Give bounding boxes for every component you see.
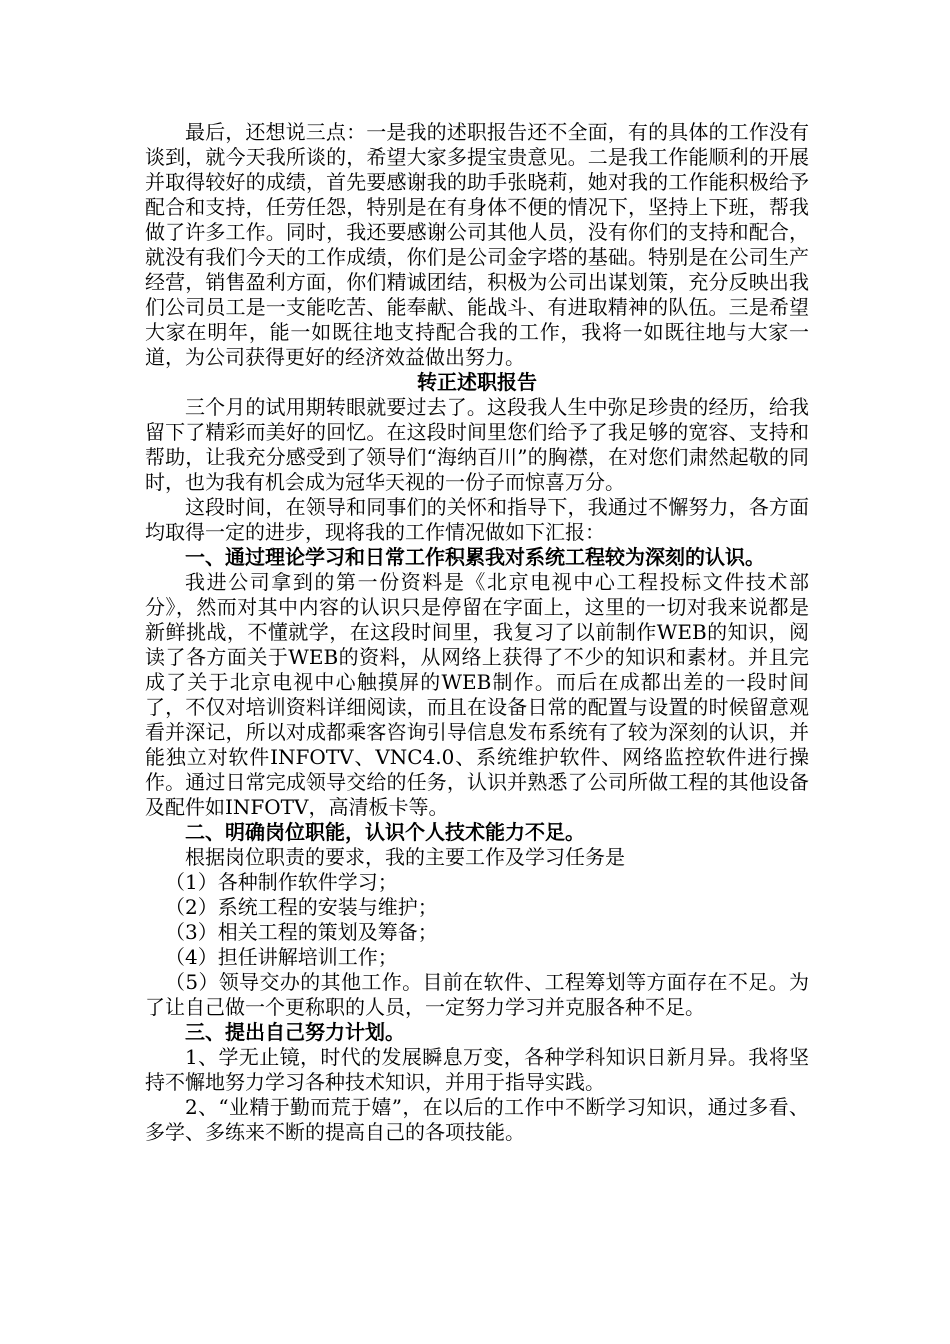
paragraph-duties-intro: 根据岗位职责的要求，我的主要工作及学习任务是: [185, 845, 625, 869]
paragraph-probation: 三个月的试用期转眼就要过去了。这段我人生中弥足珍贵的经历，给我留下了精彩而美好的回忆。在这段时间里您们给予了我足够的宽容、支持和帮助，让我充分感受到了领导们“海纳百川”的胸襟，在对您们肃然起敬的同时，也为我有机会成为冠华天视的一份子而惊喜万分。: [145, 395, 809, 494]
document-page: [145, 120, 809, 1145]
paragraph-summary-intro: 这段时间，在领导和同事们的关怀和指导下，我通过不懈努力，各方面均取得一定的进步，现将我的工作情况做如下汇报：: [145, 495, 809, 544]
intro-paragraph: 最后，还想说三点：一是我的述职报告还不全面，有的具体的工作没有谈到，就今天我所谈的，希望大家多提宝贵意见。二是我工作能顺利的开展并取得较好的成绩，首先要感谢我的助手张晓莉，她对我的工作能积极给予配合和支持，任劳任怨，特别是在有身体不便的情况下，坚持上下班，帮我做了许多工作。同时，我还要感谢公司其他人员，没有你们的支持和配合，就没有我们今天的工作成绩，你们是公司金字塔的基础。特别是在公司生产经营，销售盈利方面，你们精诚团结，积极为公司出谋划策，充分反映出我们公司员工是一支能吃苦、能奉献、能战斗、有进取精神的队伍。三是希望大家在明年，能一如既往地支持配合我的工作，我将一如既往地与大家一道，为公司获得更好的经济效益做出努力。: [145, 120, 809, 369]
document-title: 转正述职报告: [417, 370, 537, 394]
section-heading-1: 一、通过理论学习和日常工作积累我对系统工程较为深刻的认识。: [185, 545, 765, 569]
plan-item-2: 2、“业精于勤而荒于嬉”，在以后的工作中不断学习知识，通过多看、多学、多练来不断的提高自己的各项技能。: [145, 1095, 809, 1144]
list-item: （2）系统工程的安装与维护；: [165, 895, 438, 919]
section-heading-2: 二、明确岗位职能，认识个人技术能力不足。: [185, 820, 585, 844]
section-heading-3: 三、提出自己努力计划。: [185, 1020, 405, 1044]
list-item-5: （5）领导交办的其他工作。目前在软件、工程筹划等方面存在不足。为了让自己做一个更称职的人员，一定努力学习并克服各种不足。: [145, 970, 809, 1019]
plan-item-1: 1、学无止镜，时代的发展瞬息万变，各种学科知识日新月异。我将坚持不懈地努力学习各种技术知识，并用于指导实践。: [145, 1045, 809, 1094]
list-item: （3）相关工程的策划及筹备；: [165, 920, 438, 944]
paragraph-learning: 我进公司拿到的第一份资料是《北京电视中心工程投标文件技术部分》，然而对其中内容的认识只是停留在字面上，这里的一切对我来说都是新鲜挑战，不懂就学，在这段时间里，我复习了以前制作WEB的知识，阅读了各方面关于WEB的资料，从网络上获得了不少的知识和素材。并且完成了关于北京电视中心触摸屏的WEB制作。而后在成都出差的一段时间了，不仅对培训资料详细阅读，而且在设备日常的配置与设置的时候留意观看并深记，所以对成都乘客咨询引导信息发布系统有了较为深刻的认识，并能独立对软件INFOTV、VNC4.0、系统维护软件、网络监控软件进行操作。通过日常完成领导交给的任务，认识并熟悉了公司所做工程的其他设备及配件如INFOTV，高清板卡等。: [145, 570, 809, 819]
list-item: （4）担任讲解培训工作；: [165, 945, 398, 969]
list-item: （1）各种制作软件学习；: [165, 870, 398, 894]
